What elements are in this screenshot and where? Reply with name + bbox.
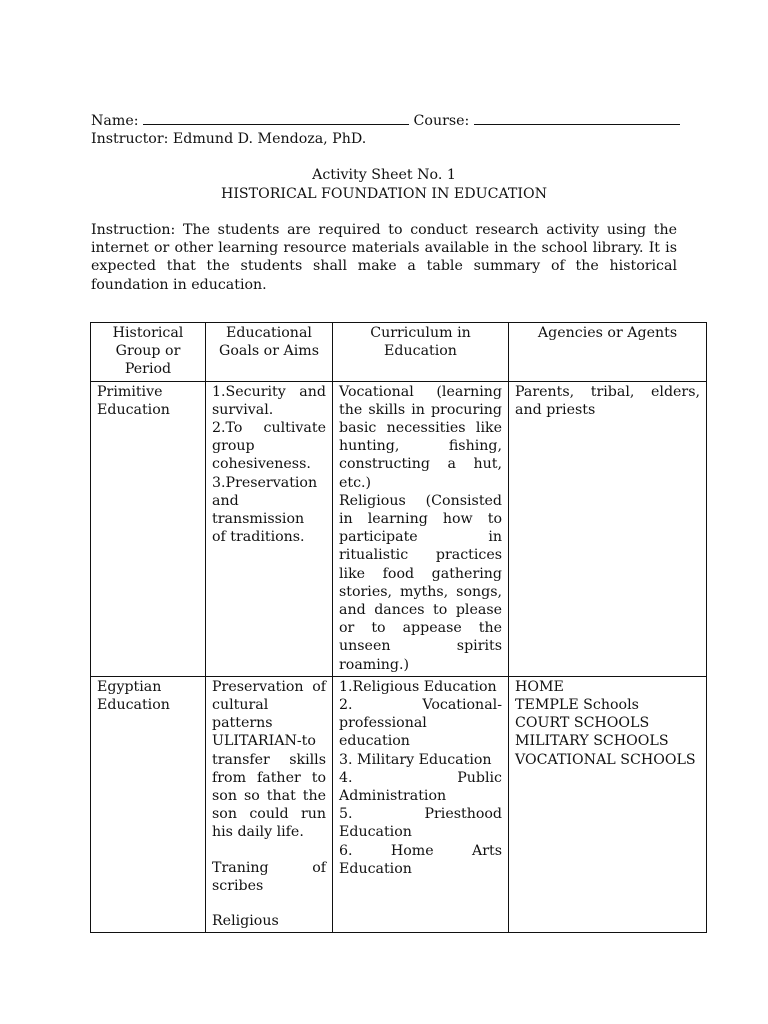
curriculum-cell	[333, 676, 509, 932]
spacer	[212, 842, 326, 859]
goal-item: Preservation of cultural patterns	[212, 678, 326, 732]
agency-item: COURT SCHOOLS	[515, 715, 650, 732]
header-curriculum: Curriculum in Education	[333, 323, 509, 382]
goal-item: Religious	[212, 913, 279, 930]
table-header-row	[91, 323, 707, 382]
instruction-paragraph: Instruction: The students are required to conduct research activity using the internet or other learning resource materials available in the school library. It is expected that the students shall make a table summary of the historical foundation in education.	[91, 222, 677, 293]
curriculum-item: 5. Priesthood Education	[339, 806, 502, 841]
goal-item: 2.To cultivate group cohesiveness.	[212, 420, 326, 473]
agency-item: TEMPLE Schools	[515, 697, 639, 714]
goal-item: 1.Security and survival.	[212, 383, 326, 418]
agencies-cell	[509, 381, 707, 676]
period-cell: Egyptian Education	[91, 676, 206, 932]
curriculum-item: Religious (Consisted in learning how to participate in ritualistic practices like food gathering stories, myths, songs, and dances to please or to appease the unseen spirits roaming.)	[339, 492, 502, 673]
goal-item: 3.Preservation and transmission of traditions.	[212, 474, 318, 546]
curriculum-item: 2. Vocational-professional education	[339, 697, 502, 750]
curriculum-item: 3. Military Education	[339, 751, 492, 768]
agency-item: HOME	[515, 678, 564, 695]
agency-item: MILITARY SCHOOLS	[515, 733, 669, 750]
curriculum-item: 6. Home Arts Education	[339, 842, 502, 877]
name-blank[interactable]	[143, 111, 409, 125]
goals-cell	[206, 676, 333, 932]
activity-sheet-title: Activity Sheet No. 1	[312, 167, 456, 183]
table-row	[91, 381, 707, 676]
goal-item: Traning of scribes	[212, 859, 326, 894]
course-blank[interactable]	[474, 111, 680, 125]
curriculum-item: 4. Public Administration	[339, 769, 502, 805]
agencies-cell	[509, 676, 707, 932]
curriculum-item: Vocational (learning the skills in procuring basic necessities like hunting, fishing, constructing a hut, etc.)	[339, 383, 502, 491]
spacer	[212, 895, 326, 912]
historical-foundation-table	[90, 322, 707, 933]
instructor-line: Instructor: Edmund D. Mendoza, PhD.	[91, 131, 367, 147]
goals-cell	[206, 381, 333, 676]
document-title: HISTORICAL FOUNDATION IN EDUCATION	[220, 186, 548, 202]
header-goals: Educational Goals or Aims	[206, 323, 333, 382]
agency-item: Parents, tribal, elders, and priests	[515, 383, 700, 418]
goal-item: ULITARIAN-to transfer skills from father to son so that the son could run his daily life.	[212, 733, 326, 841]
name-line	[91, 111, 680, 130]
curriculum-cell	[333, 381, 509, 676]
curriculum-item: 1.Religious Education	[339, 678, 497, 695]
name-label: Name:	[91, 113, 139, 129]
period-cell: Primitive Education	[91, 381, 206, 676]
table-row	[91, 676, 707, 932]
header-agencies: Agencies or Agents	[509, 323, 707, 382]
course-label: Course:	[413, 113, 470, 129]
header-historical-period: Historical Group or Period	[91, 323, 206, 382]
agency-item: VOCATIONAL SCHOOLS	[515, 751, 696, 768]
